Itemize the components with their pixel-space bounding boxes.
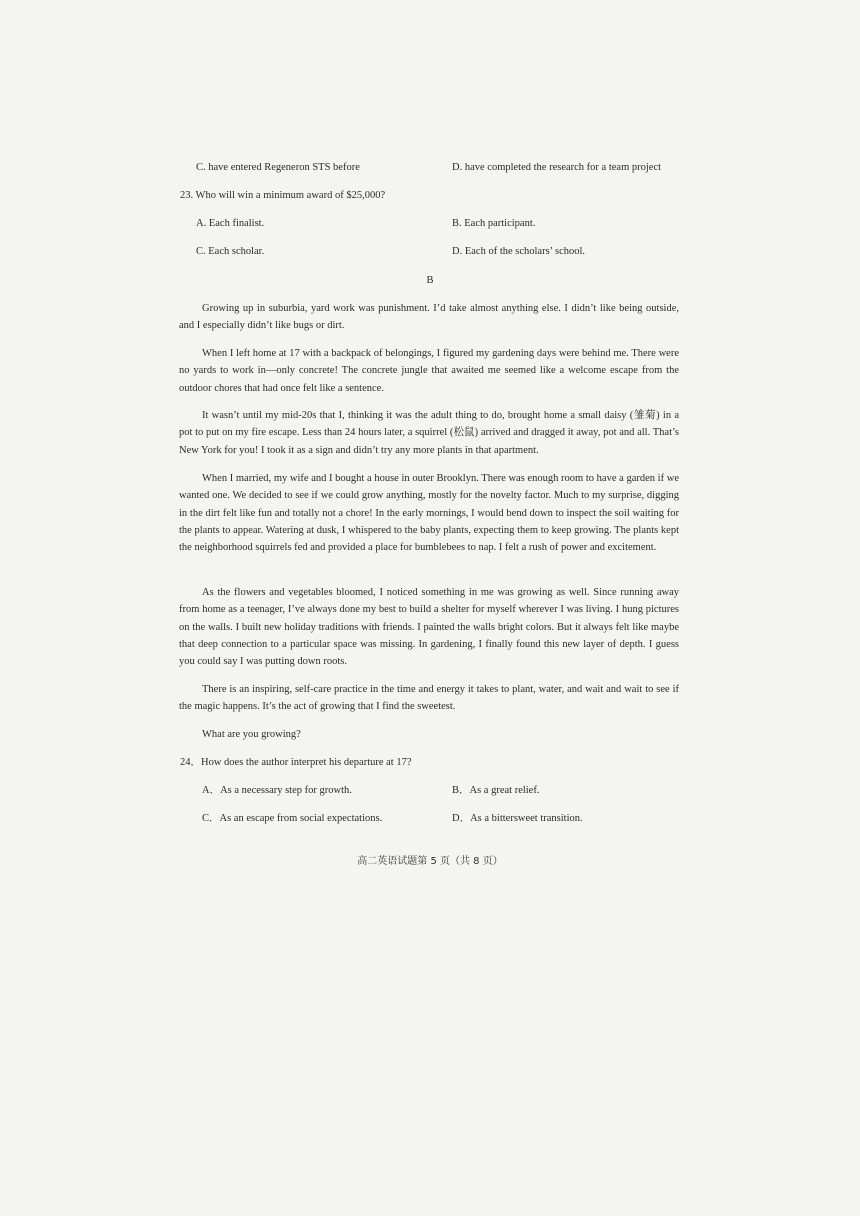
- passage-paragraph-3: It wasn’t until my mid-20s that I, thinking it was the adult thing to do, brought home a small daisy (雏菊) in a pot to put on my fire escape. Less than 24 hours later, a squirrel (松鼠) arrived and dragged it away, pot and all. That’s New York for you! I took it as a sign and didn’t try any more plants in that apartment.: [179, 410, 679, 456]
- passage-paragraph-1: Growing up in suburbia, yard work was punishment. I’d take almost anything else. I didn’t like being outside, and I especially didn’t like bugs or dirt.: [179, 303, 679, 332]
- page-footer: 高二英语试题第 5 页（共 8 页）: [357, 856, 503, 867]
- q23-option-c: C. Each scholar.: [196, 246, 265, 257]
- passage-paragraph-7: What are you growing?: [202, 729, 301, 740]
- q23-option-b: B. Each participant.: [452, 218, 536, 229]
- q24-option-c: C．As an escape from social expectations.: [202, 813, 383, 824]
- q24-option-d: D．As a bittersweet transition.: [452, 813, 583, 824]
- q22-option-d: D. have completed the research for a team project: [452, 162, 662, 173]
- q23-option-d: D. Each of the scholars’ school.: [452, 246, 586, 257]
- q24-stem: 24．How does the author interpret his departure at 17?: [180, 757, 412, 768]
- q23-option-a: A. Each finalist.: [196, 218, 265, 229]
- passage-paragraph-6: There is an inspiring, self-care practice in the time and energy it takes to plant, water, and wait and wait to see if the magic happens. It’s the act of growing that I find the sweetest.: [179, 684, 679, 713]
- passage-paragraph-2: When I left home at 17 with a backpack of belongings, I figured my gardening days were behind me. There were no yards to work in—only concrete! The concrete jungle that awaited me seemed like a welcome escape from the outdoor chores that had once felt like a sentence.: [179, 348, 679, 394]
- q23-stem: 23. Who will win a minimum award of $25,000?: [180, 190, 386, 201]
- passage-paragraph-4: When I married, my wife and I bought a house in outer Brooklyn. There was enough room to have a garden if we wanted one. We decided to see if we could grow anything, mostly for the novelty factor. Much to my surprise, digging in the dirt felt like fun and totally not a chore! In the early mornings, I would bend down to inspect the soil waiting for the plants to appear. Watering at dusk, I whispered to the baby plants, expecting them to keep growing. The plants kept the neighborhood squirrels fed and provided a place for bumblebees to nap. I felt a rush of power and excitement.: [179, 473, 679, 554]
- passage-paragraph-5: As the flowers and vegetables bloomed, I noticed something in me was growing as well. Since running away from home as a teenager, I’ve always done my best to build a shelter for myself wherever I was living. I hung pictures on the walls. I built new holiday traditions with friends. I painted the walls bright colors. But it always felt like maybe that deep connection to a particular space was missing. In gardening, I finally found this new layer of depth. I guess you could say I was putting down roots.: [179, 587, 679, 668]
- q24-option-a: A．As a necessary step for growth.: [202, 785, 352, 796]
- q24-option-b: B．As a great relief.: [452, 785, 540, 796]
- q22-option-c: C. have entered Regeneron STS before: [196, 162, 360, 173]
- section-label: B: [426, 275, 434, 286]
